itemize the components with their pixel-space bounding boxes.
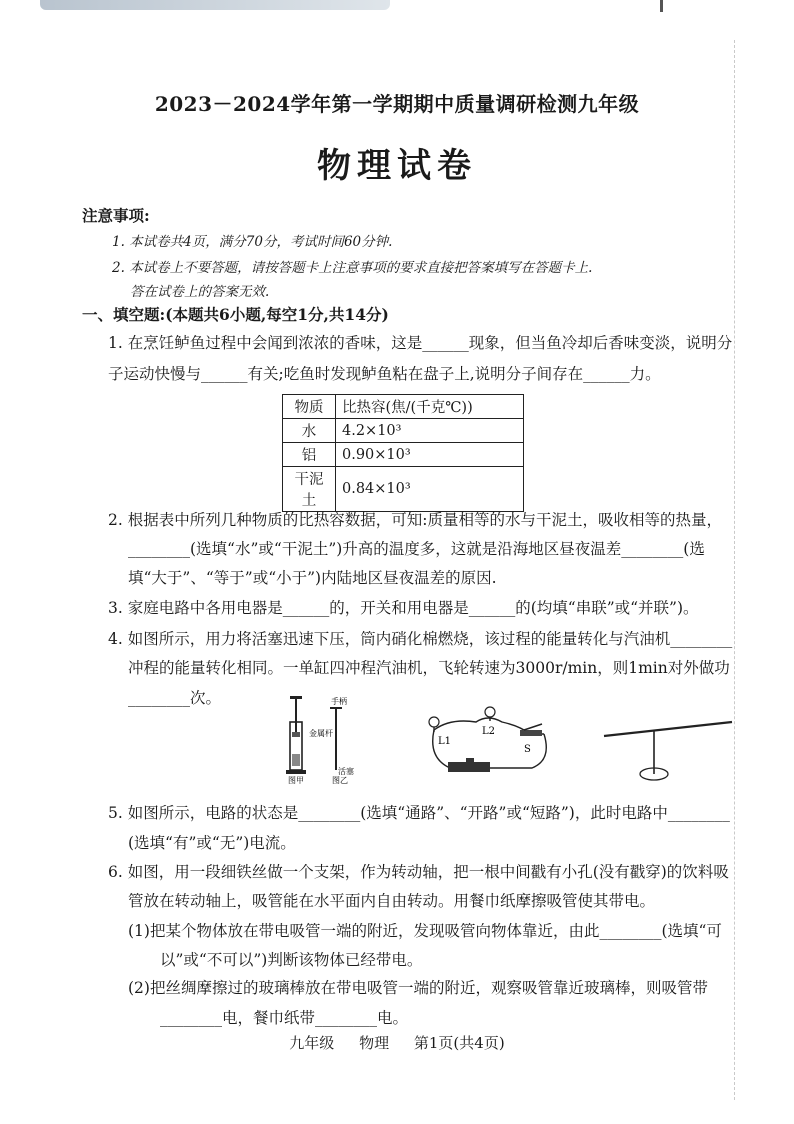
notice-heading: 注意事项: xyxy=(82,206,150,225)
table-row xyxy=(283,419,524,443)
section-heading: 一、填空题:(本题共6小题,每空1分,共14分) xyxy=(82,305,389,324)
question-2-line: ________(选填“水”或“干泥土”)升高的温度多，这就是沿海地区昼夜温差________(选 xyxy=(128,540,705,558)
figure-label: L1 xyxy=(438,736,452,747)
circuit-figure xyxy=(420,700,560,778)
question-5-line: (选填“有”或“无”)电流。 xyxy=(128,834,296,852)
figure-label: S xyxy=(524,744,531,755)
table-cell: 干泥土 xyxy=(283,467,336,512)
question-1-line: 子运动快慢与______有关;吃鱼时发现鲈鱼粘在盘子上,说明分子间存在______力。 xyxy=(108,365,661,383)
table-cell: 铝 xyxy=(283,443,336,467)
table-row xyxy=(283,443,524,467)
question-5-line: 5. 如图所示，电路的状态是________(选填“通路”、“开路”或“短路”)，此时电路中________ xyxy=(108,804,730,822)
table-cell: 0.84×10³ xyxy=(336,467,524,512)
question-6-part-1-line: 以”或“不可以”)判断该物体已经带电。 xyxy=(160,951,423,969)
question-4-line: ________次。 xyxy=(128,689,222,707)
straw-figure xyxy=(600,712,736,782)
footer-page-number: 第1页(共4页) xyxy=(413,1034,505,1052)
question-6-part-2-line: (2)把丝绸摩擦过的玻璃棒放在带电吸管一端的附近，观察吸管靠近玻璃棒，则吸管带 xyxy=(128,979,708,997)
scan-mark xyxy=(660,0,663,12)
table-cell: 4.2×10³ xyxy=(336,419,524,443)
question-4-line: 4. 如图所示，用力将活塞迅速下压，筒内硝化棉燃烧，该过程的能量转化与汽油机________ xyxy=(108,630,733,648)
notice-item: 答在试卷上的答案无效. xyxy=(130,284,270,300)
table-row xyxy=(283,467,524,512)
scan-edge xyxy=(734,40,736,1100)
table-cell: 0.90×10³ xyxy=(336,443,524,467)
question-2-line: 2. 根据表中所列几种物质的比热容数据，可知:质量相等的水与干泥土，吸收相等的热量， xyxy=(108,511,722,529)
question-2-line: 填“大于”、“等于”或“小于”)内陆地区昼夜温差的原因. xyxy=(128,569,497,587)
figure-label: 图甲 xyxy=(288,776,304,784)
exam-subtitle: 2023－2024学年第一学期期中质量调研检测九年级 xyxy=(154,92,640,116)
figure-label: 活塞 xyxy=(338,767,354,776)
notice-item: 1. 本试卷共4页，满分70分，考试时间60分钟. xyxy=(112,234,393,250)
footer-grade: 九年级 xyxy=(289,1034,335,1052)
table-header-row xyxy=(283,395,524,419)
figure-label: 金属杆 xyxy=(309,729,333,738)
piston-figure xyxy=(280,692,370,784)
notice-item: 2. 本试卷上不要答题，请按答题卡上注意事项的要求直接把答案填写在答题卡上. xyxy=(112,260,593,276)
question-6-line: 6. 如图，用一段细铁丝做一个支架，作为转动轴，把一根中间戳有小孔(没有戳穿)的饮料吸 xyxy=(108,863,729,881)
question-6-part-2-line: ________电，餐巾纸带________电。 xyxy=(160,1009,409,1027)
specific-heat-table xyxy=(282,394,524,512)
page-footer xyxy=(0,1032,794,1053)
scan-shadow xyxy=(40,0,390,10)
figure-label: 图乙 xyxy=(332,776,348,784)
figure-label: L2 xyxy=(482,726,496,737)
figure-label: 手柄 xyxy=(331,697,347,706)
question-1-line: 1. 在烹饪鲈鱼过程中会闻到浓浓的香味，这是______现象，但当鱼冷却后香味变淡，说明分 xyxy=(108,334,733,352)
exam-title: 物理试卷 xyxy=(317,146,477,186)
table-cell: 水 xyxy=(283,419,336,443)
table-header: 比热容(焦/(千克℃)) xyxy=(336,395,524,419)
table-header: 物质 xyxy=(283,395,336,419)
question-6-part-1-line: (1)把某个物体放在带电吸管一端的附近，发现吸管向物体靠近，由此________(选填“可 xyxy=(128,922,722,940)
footer-subject: 物理 xyxy=(359,1034,390,1052)
question-3-line: 3. 家庭电路中各用电器是______的，开关和用电器是______的(均填“串联”或“并联”)。 xyxy=(108,599,699,617)
question-4-line: 冲程的能量转化相同。一单缸四冲程汽油机，飞轮转速为3000r/min，则1min对外做功 xyxy=(128,659,730,677)
question-6-line: 管放在转动轴上，吸管能在水平面内自由转动。用餐巾纸摩擦吸管使其带电。 xyxy=(128,892,656,910)
